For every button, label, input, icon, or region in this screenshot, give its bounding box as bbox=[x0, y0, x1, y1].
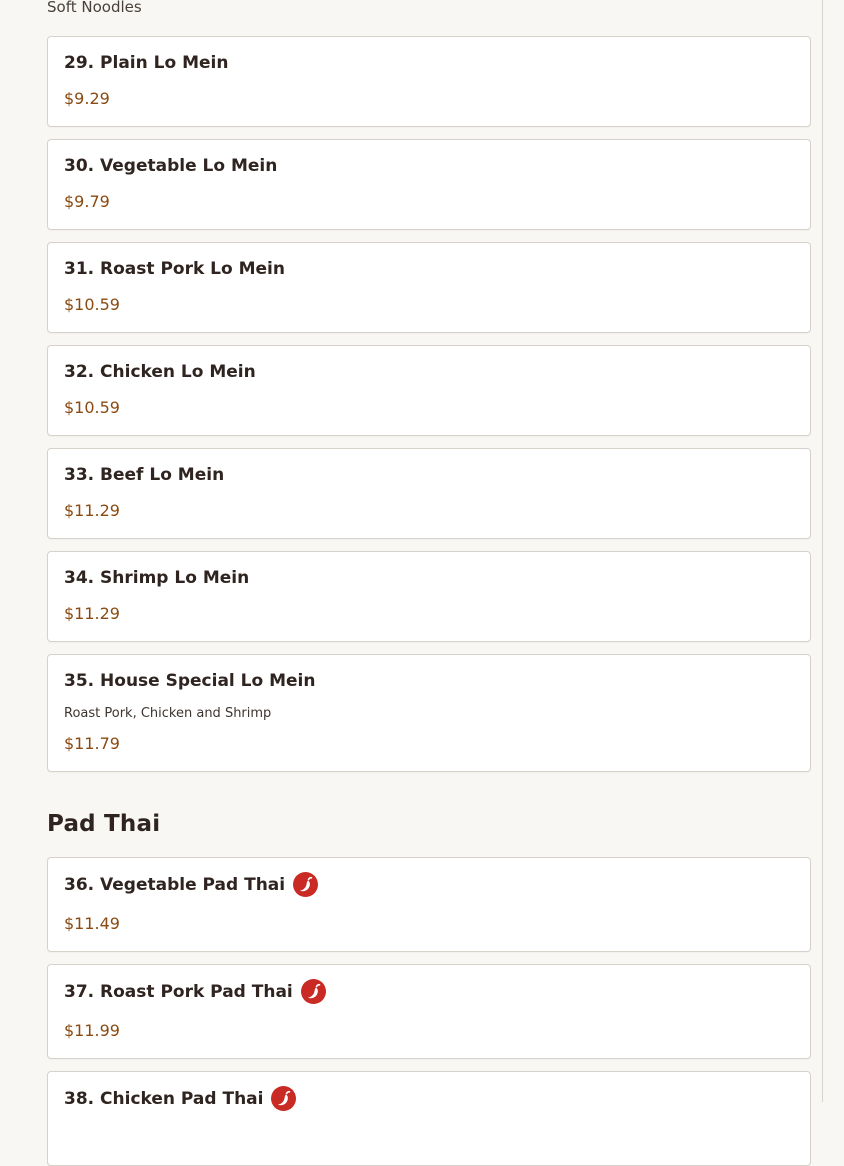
menu-item-name bbox=[64, 568, 249, 588]
menu-item-name-text: 34. Shrimp Lo Mein bbox=[64, 568, 250, 588]
menu-item-card[interactable] bbox=[47, 964, 811, 1059]
section-title-pad-thai: Pad Thai bbox=[47, 811, 161, 837]
menu-item-name bbox=[64, 362, 256, 382]
chili-pepper-icon bbox=[301, 979, 326, 1004]
menu-item-name-text: 37. Roast Pork Pad Thai bbox=[64, 981, 293, 1002]
menu-item-price: $11.29 bbox=[64, 501, 120, 520]
menu-item-name bbox=[64, 872, 318, 897]
menu-item-name-text: 29. Plain Lo Mein bbox=[64, 53, 229, 73]
menu-item-name-text: 32. Chicken Lo Mein bbox=[64, 362, 256, 382]
chili-pepper-icon bbox=[293, 872, 318, 897]
menu-item-price: $11.29 bbox=[64, 604, 120, 623]
menu-item-card[interactable] bbox=[47, 857, 811, 952]
menu-item-card[interactable] bbox=[47, 1071, 811, 1166]
menu-item-card[interactable] bbox=[47, 139, 811, 230]
menu-item-name bbox=[64, 259, 285, 279]
menu-item-name bbox=[64, 671, 315, 691]
menu-item-price: $11.49 bbox=[64, 914, 120, 933]
menu-item-card[interactable] bbox=[47, 345, 811, 436]
menu-item-name-text: 33. Beef Lo Mein bbox=[64, 465, 225, 485]
menu-item-card[interactable] bbox=[47, 448, 811, 539]
menu-item-name-text: 36. Vegetable Pad Thai bbox=[64, 874, 286, 895]
menu-item-price: $11.79 bbox=[64, 734, 120, 753]
menu-item-price: $10.59 bbox=[64, 398, 120, 417]
menu-item-name bbox=[64, 465, 224, 485]
menu-item-card[interactable] bbox=[47, 551, 811, 642]
menu-item-name bbox=[64, 156, 277, 176]
menu-item-card[interactable] bbox=[47, 654, 811, 772]
menu-item-name-text: 31. Roast Pork Lo Mein bbox=[64, 259, 285, 279]
chili-pepper-icon bbox=[271, 1086, 296, 1111]
menu-item-name bbox=[64, 1086, 296, 1111]
menu-item-name-text: 30. Vegetable Lo Mein bbox=[64, 156, 278, 176]
menu-item-card[interactable] bbox=[47, 242, 811, 333]
menu-item-name bbox=[64, 979, 326, 1004]
menu-item-price: $9.79 bbox=[64, 192, 110, 211]
menu-item-name-text: 35. House Special Lo Mein bbox=[64, 671, 316, 691]
menu-item-description: Roast Pork, Chicken and Shrimp bbox=[64, 706, 272, 721]
section-subtitle-soft-noodles: Soft Noodles bbox=[47, 0, 142, 16]
menu-item-price: $11.99 bbox=[64, 1021, 120, 1040]
menu-item-name bbox=[64, 53, 228, 73]
menu-item-name-text: 38. Chicken Pad Thai bbox=[64, 1088, 264, 1109]
menu-item-price: $10.59 bbox=[64, 295, 120, 314]
menu-item-price: $9.29 bbox=[64, 89, 110, 108]
menu-item-card[interactable] bbox=[47, 36, 811, 127]
